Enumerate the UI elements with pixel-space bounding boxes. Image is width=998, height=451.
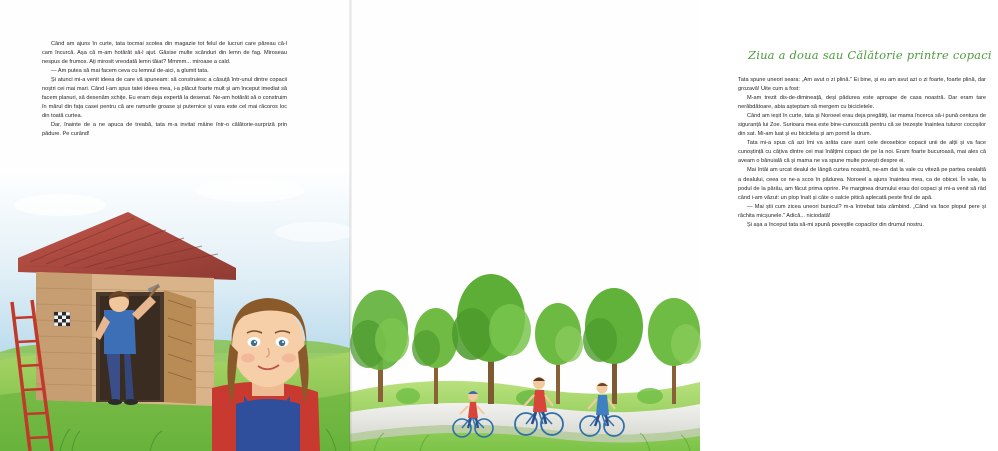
left-page [0,0,350,451]
forest-road-illustration [350,0,700,451]
paragraph: Tata mi-a spus că azi îmi va arăta care sunt cele deosebice copacii unii de alții și va face cunoștință cu câțiva dintre cei mai înălțimi copaci de pe la noi. Eram foarte bucuroasă, mai ales că aveam o bănuială că și mama ne va spune multe povești despre ei. [738,140,986,165]
paragraph: Dar, înainte de a ne apuca de treabă, tata m-a invitat mâine într-o călătorie-surpriză prin pădure. Pe curând! [42,122,287,138]
paragraph: — Am putea să mai facem ceva cu lemnul de-aici, a glumit tata. [51,68,209,75]
checker-flag [54,312,70,326]
paragraph: Tata spune uneori seara: „Am avut o zi plină." Ei bine, și eu am avut azi o zi foarte, foarte plină, dar grozavă! Uite cum a fost: [738,77,986,93]
left-page-text [42,40,287,140]
paragraph: — Mai știi cum zicea uneori bunicul? m-a întrebat tata zâmbind. „Când va face plopul pere și răchita micșunele." Adică... niciodată! [738,203,986,219]
right-illustration-svg [350,0,700,451]
chapter-title: Ziua a doua sau Călătorie printre copaci [748,48,992,62]
book-gutter [349,0,352,451]
paragraph: Când am ieșit în curte, tata și Noroeel erau deja pregătiți, iar mama încerca să-i pună centura de siguranță lui Zoe. Surioara mea este bine-cunoscută pentru că se trezește înaintea tuturor cocoșilor din sat. Mi-am luat și eu bicicleta și am pornit la drum. [738,113,986,138]
door-panel [164,290,196,404]
right-page-text [738,76,986,230]
right-page [350,0,992,451]
paragraph: Când am ajuns în curte, tata tocmai scotea din magazie tot felul de lucruri care păreau că-l cam încurcă. Așa că m-am hotărât să-l ajut. Găsise multe scânduri din lemn de fag. Miroseau nespus de frumos. Ați mirosit vreodată lemn tăiat? Mmmm... miroase a cald. [42,41,287,66]
paragraph: Mai întâi am urcat dealul de lângă curtea noastră, ne-am dat la vale cu viteză pe partea cealaltă a dealului, ceea ce ne-a scos în pădurea. Noroeel a ajuns înaintea mea, ca de obicei. În vale, la podul de la pârâu, am făcut prima oprire. Pe marginea drumului erau doi copaci și mi-a venit să râd când i-am văzut: un plop înalt și câte o salcie pitică aplecată peste firul de apă. [738,167,986,201]
paragraph: Și așa a început tata să-mi spună poveștile copacilor din drumul nostru. [747,221,924,228]
paragraph: M-am trezit dis-de-dimineață, deși pădurea este aproape de casa noastră. Dar eram tare nerăbdătoare, abia așteptam să mergem cu bicicletele. [738,95,986,111]
paragraph: Și atunci mi-a venit ideea de care vă spuneam: să construiesc a căsuță într-unul dintre copacii noștri cei mai mari. Când l-am spus tatei ideea mea, i-a plăcut foarte mult și am început imediat să facem planuri, să desenăm schițe. Eu eram deja expertă la desenat. Ne-am hotărât să o construim în mărul din fața casei pentru că are ramurile groase și puternice și vara este cel mai răcoros loc din toată curtea. [42,77,287,120]
tree [535,303,583,404]
tree [583,288,643,404]
